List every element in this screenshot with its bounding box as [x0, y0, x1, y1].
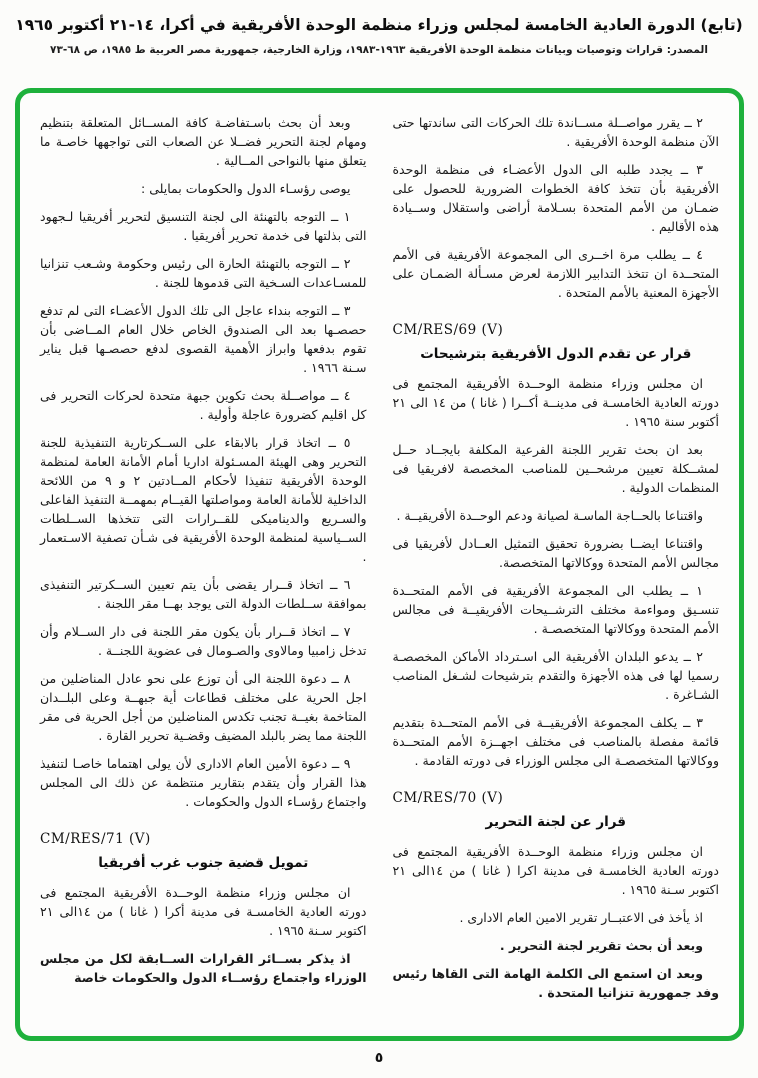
section-heading: قرار عن تقدم الدول الأفريقية بترشيحات [420, 346, 692, 362]
paragraph: ٣ ــ يكلف المجموعة الأفريقيــة فى الأمم المتحــدة بتقديم قائمة مفصلة بالمناصب فى مختلف اجهــزة الأمم المتحــدة ووكالاتها المتخصصـة الى مجلس الوزراء فى دورته القادمة . [392, 715, 719, 768]
section-heading: قرار عن لجنة التحرير [485, 814, 626, 830]
page-header [0, 16, 758, 56]
paragraph: يوصى رؤسـاء الدول والحكومات بمايلى : [141, 181, 351, 196]
paragraph: ان مجلس وزراء منظمة الوحــدة الأفريقية المجتمع فى دورته العادية الخامسـة فى مدينــة أكــرا ( غانا ) من ١٤ الى ٢١ أكتوبر سنة ١٩٦٥ . [392, 376, 719, 429]
paragraph: وبعد أن بحث تقرير لجنة التحرير . [499, 938, 703, 953]
paragraph: ٥ ــ اتخاذ قرار بالابقاء على الســكرتارية التنفيذية للجنة التحرير وهى الهيئة المسـئولة اداريا أمام الأمانة العامة لمنظمة الوحدة الأفريقية تنفيذا لأحكام المــادتين ٢ و ٩ من اللائحة الداخلية للأمانة العامة ومواصلتها القيــام بمهمــة التنفيذ الفاعلى والسـريع والديناميكى للقــرارات التى تتخذها الســلطات الســياسية لمنظمة الوحدة الأفريقية فى شـأن تصفية الاسـتعمار . [40, 435, 367, 564]
paragraph: ٤ ــ يطلب مرة اخــرى الى المجموعة الأفريقية فى الأمم المتحــدة ان تتخذ التدابير اللازمة لعرض مسـألة الضمـان على الأجهزة المعنية بالأمم المتحدة . [392, 247, 719, 300]
paragraph: بعد ان بحث تقرير اللجنة الفرعية المكلفة بايجــاد حــل لمشــكلة تعيين مرشحــين للمناصب المخصصة لافريقيا فى المنظمات الدولية . [392, 442, 719, 495]
paragraph: ٢ ــ يدعو البلدان الأفريقية الى اسـترداد الأماكن المخصصـة رسميا لها فى هذه الأجهزة والتقدم بترشيحات لشـغل المناصب الشـاغرة . [392, 649, 719, 702]
paragraph: ٨ ــ دعوة اللجنة الى أن توزع على نحو عادل المناضلين من اجل الحرية على مختلف قطاعات أية جبهــة وعلى البلــدان المتاخمة بغيــة تجنب تكدس المناضلين من أجل الحرية فى مقر اللجنة مما يضر بالبلد المضيف وقضـية تحرير القارة . [40, 671, 367, 743]
paragraph: ١ ــ التوجه بالتهنئة الى لجنة التنسيق لتحرير أفريقيا لـجهود التى بذلتها فى خدمة تحرير أفريقيا . [40, 209, 367, 243]
paragraph: ٣ ــ التوجه بنداء عاجل الى تلك الدول الأعضـاء التى لم تدفع حصصـها بعد الى الصندوق الخاص خلال العام المــاضى بأن تقوم بدفعها وابراز الأهمية القصوى لدفع حصصـها قبل يناير سـنة ١٩٦٦ . [40, 303, 367, 375]
paragraph: ٢ ــ يقرر مواصــلة مســاندة تلك الحركات التى ساندتها حتى الآن منظمة الوحدة الأفريقية . [392, 115, 719, 149]
paragraph: ٤ ــ مواصــلة بحث تكوين جبهة متحدة لحركات التحرير فى كل اقليم كضرورة عاجلة وأولية . [40, 388, 367, 422]
session-title: (تابع) الدورة العادية الخامسة لمجلس وزراء منظمة الوحدة الأفريقية في أكرا، ١٤-٢١ أكتوبر ١٩٦٥ [15, 16, 743, 34]
paragraph: ٦ ــ اتخاذ قــرار يقضى بأن يتم تعيين الســكرتير التنفيذى بموافقة ســلطات الدولة التى يوجد بهــا مقر اللجنة . [40, 577, 367, 611]
resolution-label: CM/RES/70 (V) [392, 790, 504, 806]
section-heading: تمويل قضية جنوب غرب أفريقيا [98, 855, 309, 871]
paragraph: ان مجلس وزراء منظمة الوحــدة الأفريقية المجتمع فى دورته العادية الخامسـة فى مدينة أكرا ( غانا ) من ١٤الى ٢١ اكتوبر سـنة ١٩٦٥ . [40, 885, 367, 938]
left-column [40, 113, 367, 1028]
content-border [15, 88, 744, 1041]
paragraph: وبعد أن بحث باسـتفاضـة كافة المســائل المتعلقة بتنظيم ومهام لجنة التحرير فضــلا عن الصعاب التى تواجهها خاصـة ما يتعلق منها بالنواحى المــالية . [40, 115, 367, 168]
paragraph: واقتناعا ايضــا بضرورة تحقيق التمثيل العــادل لأفريقيا فى مجالس الأمم المتحدة ووكالاتها المتخصصة. [392, 536, 719, 570]
resolution-label: CM/RES/69 (V) [392, 322, 504, 338]
two-column-layout [40, 113, 719, 1028]
right-column [393, 113, 720, 1028]
paragraph: اذ يأخذ فى الاعتبــار تقرير الامين العام الادارى . [459, 910, 703, 925]
paragraph: ٧ ــ اتخاذ قــرار بأن يكون مقر اللجنة فى دار الســلام وأن تدخل زامبيا ومالاوى والصـومال فى عضوية اللجنــة . [40, 624, 367, 658]
source-line: المصدر: قرارات وتوصيات وبيانات منظمة الوحدة الأفريقية ١٩٦٣-١٩٨٣، وزارة الخارجية، جمهورية مصر العربية ط ١٩٨٥، ص ٦٨-٧٣ [50, 44, 708, 56]
paragraph: واقتناعا بالحــاجة الماسـة لصيانة ودعم الوحــدة الأفريقيــة . [396, 508, 703, 523]
paragraph: وبعد ان استمع الى الكلمة الهامة التى القاها رئيس وفد جمهورية تنزانيا المتحدة . [392, 966, 719, 1000]
paragraph: ٩ ــ دعوة الأمين العام الادارى لأن يولى اهتماما خاصـا لتنفيذ هذا القرار وأن يتقدم بتقارير منتظمة عن ذلك الى المجلس واجتماع رؤسـاء الدول والحكومات . [40, 756, 367, 809]
resolution-label: CM/RES/71 (V) [40, 831, 151, 847]
paragraph: ١ ــ يطلب الى المجموعة الأفريقية فى الأمم المتحــدة تنسـيق ومواءمة مختلف الترشــيحات الأفريقيــة فى مجالس الأمم المتحدة ووكالاتها المتخصصـة . [392, 583, 719, 636]
paragraph: اذ يذكر بســائر القرارات الســابقة لكل من مجلس الوزراء واجتماع رؤســاء الدول والحكومات خاصة [40, 951, 367, 985]
paragraph: ٣ ــ يجدد طلبه الى الدول الأعضـاء فى منظمة الوحدة الأفريقية بأن تتخذ كافة الخطوات الضرورية للحصول على ضمـان من الأمم المتحدة بسـلامة أراضى واستقلال وســيادة هذه الأقاليم . [392, 162, 719, 234]
page-number: ٥ [374, 1050, 384, 1066]
paragraph: ان مجلس وزراء منظمة الوحــدة الأفريقية المجتمع فى دورته العادية الخامسـة فى مدينة اكرا ( غانا ) من ١٤الى ٢١ اكتوبر سـنة ١٩٦٥ . [392, 844, 719, 897]
paragraph: ٢ ــ التوجه بالتهنئة الحارة الى رئيس وحكومة وشـعب تنزانيا للمسـاعدات السـخية التى قدموها للجنة . [40, 256, 367, 290]
